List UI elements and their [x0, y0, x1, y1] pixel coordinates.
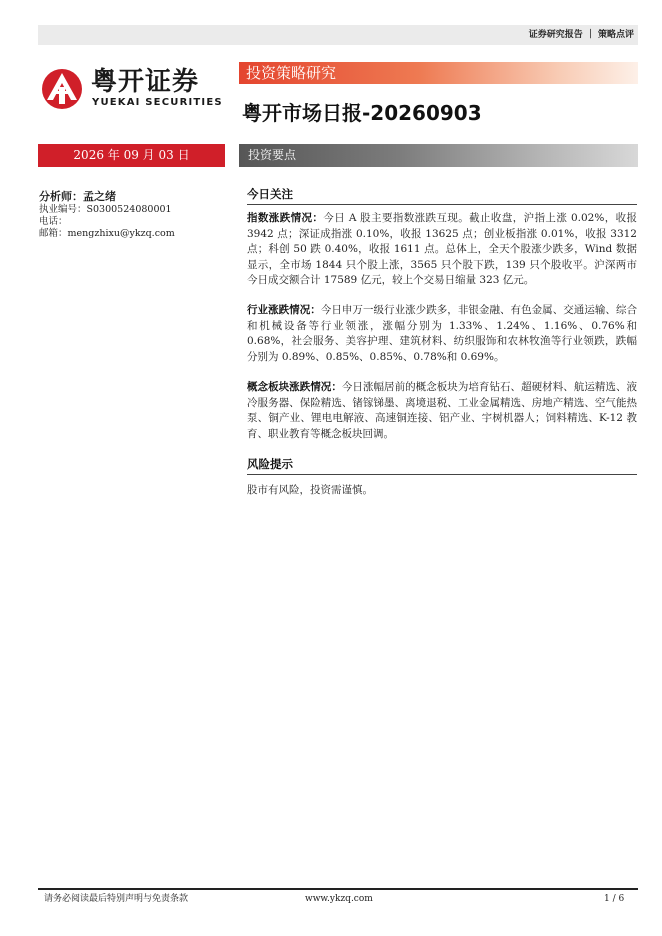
footer-page-number: 1 / 6	[604, 894, 625, 904]
paragraph-index-lead: 指数涨跌情况：	[247, 212, 324, 224]
analyst-phone: 电话：	[39, 216, 68, 227]
brand-name-cn: 粤开证券	[91, 67, 200, 97]
report-series: 投资策略研究	[246, 64, 337, 82]
keypoints-bar	[239, 144, 638, 167]
report-title: 粤开市场日报-20260903	[242, 101, 482, 125]
paragraph-concept	[247, 380, 637, 442]
footer-website: www.ykzq.com	[305, 894, 373, 904]
paragraph-industry-lead: 行业涨跌情况：	[247, 304, 321, 316]
section-today-heading: 今日关注	[247, 187, 637, 205]
analyst-license: 执业编号：S0300524080001	[39, 204, 172, 215]
paragraph-industry-text: 今日申万一级行业涨少跌多，非银金融、有色金属、交通运输、综合和机械设备等行业领涨，涨幅分别为 1.33%、1.24%、1.16%、0.76%和 0.68%，社会服务、美容护理、建筑材料、纺织服饰和农林牧渔等行业领跌，跌幅分别为 0.89%、0.85%、0.85%、0.78%和 0.69%。	[247, 304, 638, 363]
yuekai-emblem-icon	[40, 67, 84, 111]
report-series-bar	[239, 62, 638, 84]
analyst-info	[39, 190, 229, 240]
company-logo	[40, 67, 225, 111]
paragraph-concept-lead: 概念板块涨跌情况：	[247, 381, 342, 393]
report-date: 2026 年 09 月 03 日	[38, 144, 225, 167]
footer-disclaimer: 请务必阅读最后特别声明与免责条款	[44, 894, 189, 904]
section-risk-heading: 风险提示	[247, 457, 637, 475]
report-category: 证券研究报告 ｜ 策略点评	[528, 30, 634, 40]
brand-name-en: YUEKAI SECURITIES	[92, 97, 223, 108]
keypoints-label: 投资要点	[248, 148, 297, 162]
footer-divider	[38, 888, 638, 890]
paragraph-index	[247, 211, 637, 289]
analyst-email: 邮箱：mengzhixu@ykzq.com	[39, 228, 175, 239]
paragraph-index-text: 今日 A 股主要指数涨跌互现。截止收盘，沪指上涨 0.02%，收报 3942 点；深证成指涨 0.10%，收报 13625 点；创业板指涨 0.01%，收报 3312 点；科创 50 跌 0.40%，收报 1611 点。总体上，全天个股涨少跌多，Wind 数据显示，全市场 1844 只个股上涨，3565 只个股下跌，139 只个股收平。沪深两市今日成交额合计 17589 亿元，较上个交易日缩量 323 亿元。	[247, 212, 638, 286]
paragraph-concept-text: 今日涨幅居前的概念板块为培育钻石、超硬材料、航运精选、液冷服务器、保险精选、锗镓锑墨、离境退税、工业金属精选、房地产精选、空气能热泵、铜产业、锂电电解液、高速铜连接、铝产业、宇树机器人；饲料精选、K-12 教育、职业教育等概念板块回调。	[247, 381, 637, 440]
risk-text: 股市有风险，投资需谨慎。	[247, 484, 373, 496]
analyst-name: 分析师：孟之绪	[39, 190, 116, 203]
report-category-bar	[38, 25, 638, 45]
paragraph-industry	[247, 303, 637, 365]
